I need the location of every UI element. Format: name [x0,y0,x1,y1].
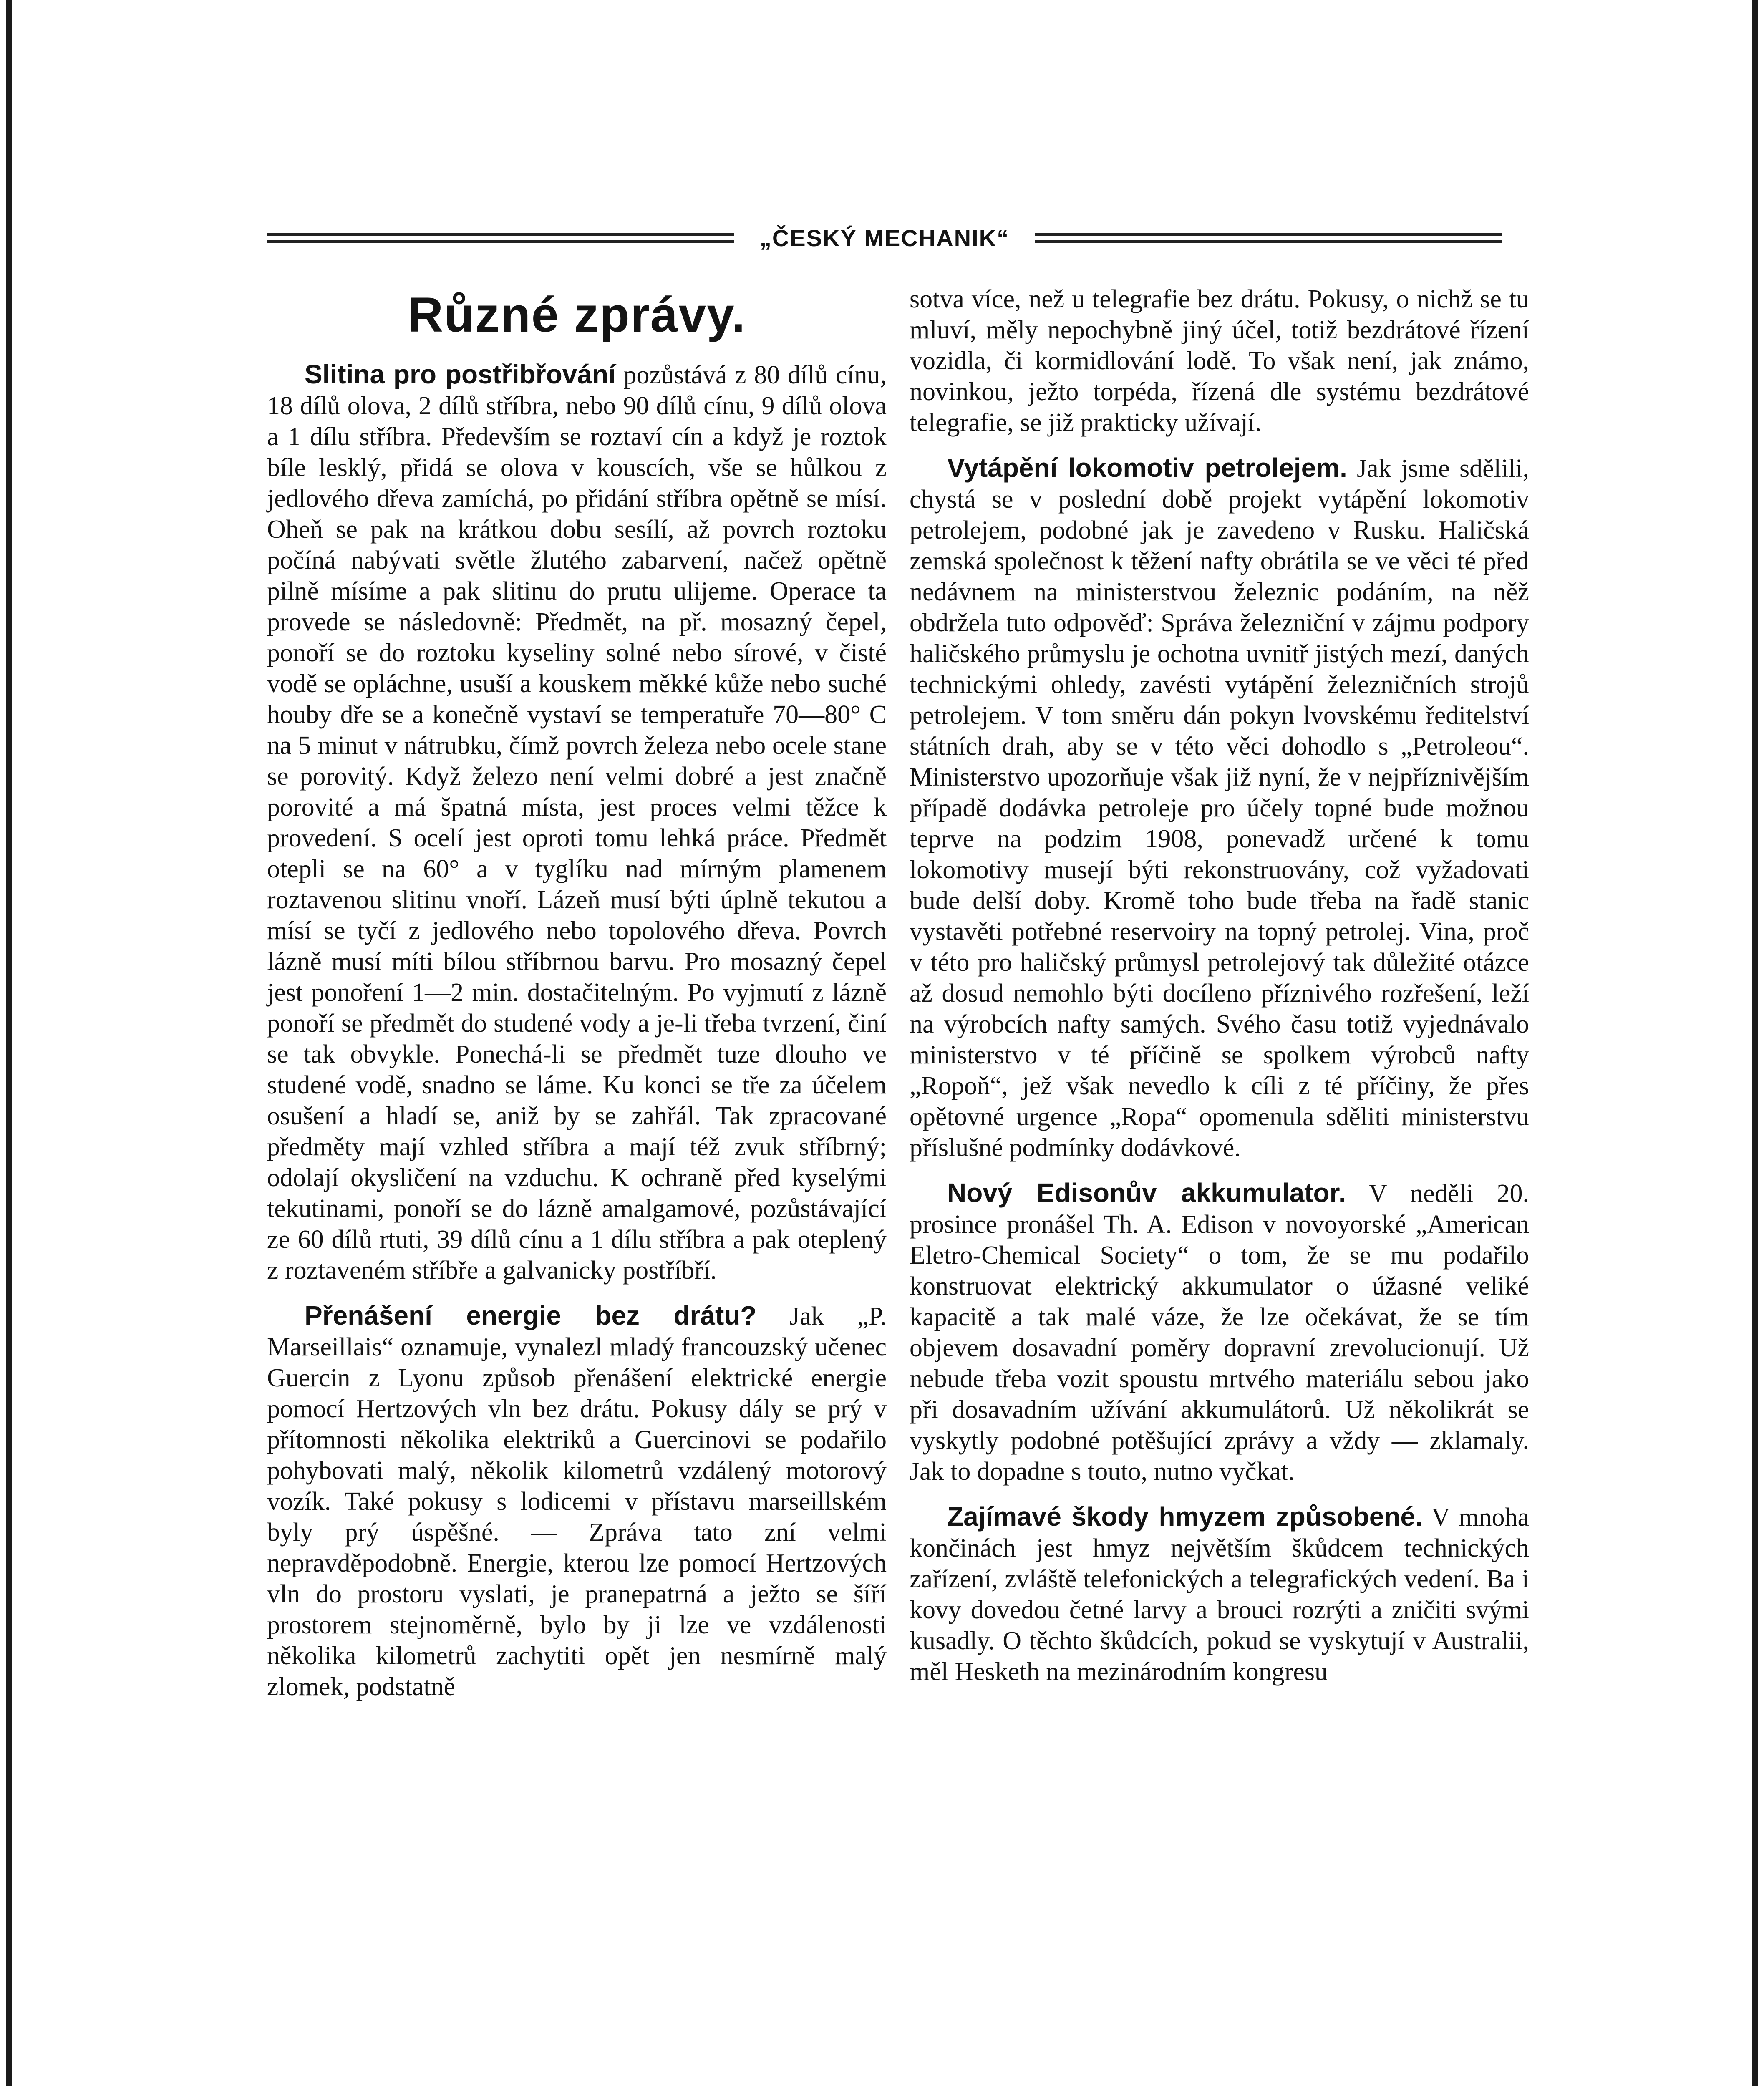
article-prenaseni-continued: sotva více, než u telegrafie bez drátu. Pokusy, o nichž se tu mluví, měly nepochybně jiný účel, totiž bezdrátové řízení vozidla, či kormidlování lodě. To však není, jak známo, novinkou, ježto torpéda, řízená dle systému bezdrátové telegrafie, se již prakticky užívají. [910,285,1529,437]
article-prenaseni [267,1300,887,1702]
header-rule-left [267,233,734,243]
running-header [267,224,1502,254]
article-skody [910,1501,1529,1687]
article-edison [910,1177,1529,1487]
column-right [910,284,1529,1687]
column-left [267,284,887,1702]
page-title: Různé zprávy. [408,287,746,343]
article-skody-heading: Zajímavé škody hmyzem způsobené. [947,1502,1423,1532]
article-prenaseni-body: Jak „P. Marseillais“ oznamuje, vynalezl mladý francouzský učenec Guercin z Lyonu způsob přenášení elektrické energie pomocí Hertzových vln bez drátu. Pokusy dály se prý v přítomnosti několika elektriků a Guercinovi se podařilo pohybovati malý, několik kilometrů vzdálený motorový vozík. Také pokusy s lodicemi v přístavu marseillském byly prý úspěšné. — Zpráva tato zní velmi nepravděpodobně. Energie, kterou lze pomocí Hertzových vln do prostoru vyslati, je pranepatrná a ježto se šíří prostorem stejnoměrně, bylo by ji lze ve vzdálenosti několika kilometrů zachytiti opět jen nesmírně malý zlomek, podstatně [267,1302,887,1701]
article-vytapeni-heading: Vytápění lokomotiv petrolejem. [947,453,1347,483]
header-rule-right [1035,233,1502,243]
article-slitina-body: pozůstává z 80 dílů cínu, 18 dílů olova, 2 dílů stříbra, nebo 90 dílů cínu, 9 dílů olova a 1 dílu stříbra. Především se roztaví cín a když je roztok bíle lesklý, přidá se olova v kouscích, vše se hůlkou z jedlového dřeva zamíchá, po přidání stříbra opětně se mísí. Oheň se pak na krátkou dobu sesílí, až povrch roztoku počíná nabývati světle žlutého zabarvení, načež opětně pilně mísíme a pak slitinu do prutu ulijeme. Operace ta provede se následovně: Předmět, na př. mosazný čepel, ponoří se do roztoku kyseliny solné nebo sírové, v čisté vodě se opláchne, usuší a kouskem měkké kůže nebo suché houby dře se a konečně vystaví se temperatuře 70—80° C na 5 minut v nátrubku, čímž povrch železa nebo ocele stane se porovitý. Když železo není velmi dobré a jest značně porovité a má špatná místa, jest proces velmi těžce k provedení. S ocelí jest oproti tomu lehká práce. Předmět otepli se na 60° a v tyglíku nad mírným plamenem roztavenou slitinu vnoří. Lázeň musí býti úplně tekutou a mísí se tyčí z jedlového nebo topolového dřeva. Povrch lázně musí míti bílou stříbrnou barvu. Pro mosazný čepel jest ponoření 1—2 min. dostačitelným. Po vyjmutí z lázně ponoří se předmět do studené vody a je-li třeba tvrzení, činí se tak obvykle. Ponechá-li se předmět tuze dlouho ve studené vodě, snadno se láme. Ku konci se tře za účelem osušení a hladí se, aniž by se zahřál. Tak zpracované předměty mají vzhled stříbra a mají též zvuk stříbrný; odolají okysličení na vzduchu. K ochraně před kyselými tekutinami, ponoří se do lázně amalgamové, pozůstávající ze 60 dílů rtuti, 39 dílů cínu a 1 dílu stříbra a pak oteplený z roztaveném stříbře a galvanicky postříbří. [267,361,887,1285]
scan-frame-right [1752,0,1758,2086]
article-prenaseni-heading: Přenášení energie bez drátu? [305,1300,757,1330]
article-vytapeni [910,452,1529,1163]
article-slitina-heading: Slitina pro postřibřování [305,359,616,389]
article-edison-body: V neděli 20. prosince pronášel Th. A. Edison v novoyorské „American Eletro-Chemical Society“ o tom, že se mu podařilo konstruovat elektrický akkumulator o úžasné veliké kapacitě a tak malé váze, že lze očekávat, že se tím objevem dosavadní poměry dopravní zrevolucionují. Už nebude třeba vozit spoustu mrtvého materiálu sebou jako při dosavadním užívání akkumulátorů. Už několikrát se vyskytly podobné potěšující zprávy a vždy — zklamaly. Jak to dopadne s touto, nutno vyčkat. [910,1179,1529,1486]
article-skody-body: V mnoha končinách jest hmyz největším škůdcem technických zařízení, zvláště telefonických a telegrafických vedení. Ba i kovy dovedou četné larvy a brouci rozrýti a zničiti svými kusadly. O těchto škůdcích, pokud se vyskytují v Australii, měl Hesketh na mezinárodním kongresu [910,1503,1529,1686]
journal-title: „ČESKÝ MECHANIK“ [759,225,1010,251]
article-edison-heading: Nový Edisonův akkumulator. [947,1178,1346,1208]
scan-frame-left [6,0,12,2086]
article-slitina [267,359,887,1286]
article-vytapeni-body: Jak jsme sdělili, chystá se v poslední době projekt vytápění lokomotiv petrolejem, podobné jak je zavedeno v Rusku. Haličská zemská společnost k těžení nafty obrátila se ve věci té před nedávnem na ministerstvou železnic podáním, na něž obdržela tuto odpověď: Správa železniční v zájmu podpory haličského průmyslu je ochotna uvnitř jistých mezí, daných technickými ohledy, zavésti vytápění železničních strojů petrolejem. V tom směru dán pokyn lvovskému ředitelství státních drah, aby se v této věci dohodlo s „Petroleou“. Ministerstvo upozorňuje však již nyní, že v nejpříznivějším případě dodávka petroleje pro účely topné bude možnou teprve na podzim 1908, ponevadž určené k tomu lokomotivy musejí býti rekonstruovány, což vyžadovati bude delší doby. Kromě toho bude třeba na řadě stanic vystavěti potřebné reservoiry na topný petrolej. Vina, proč v této pro haličský průmysl petrolejový tak důležité otázce až dosud nemohlo býti docíleno příznivého rozřešení, leží na výrobcích nafty samých. Svého času totiž vyjednávalo ministerstvo v té příčině se spolkem výrobců nafty „Ropoň“, jež však nevedlo k cíli z té příčiny, že přes opětovné urgence „Ropa“ opomenula sděliti ministerstvu příslušné podmínky dodávkové. [910,454,1529,1162]
